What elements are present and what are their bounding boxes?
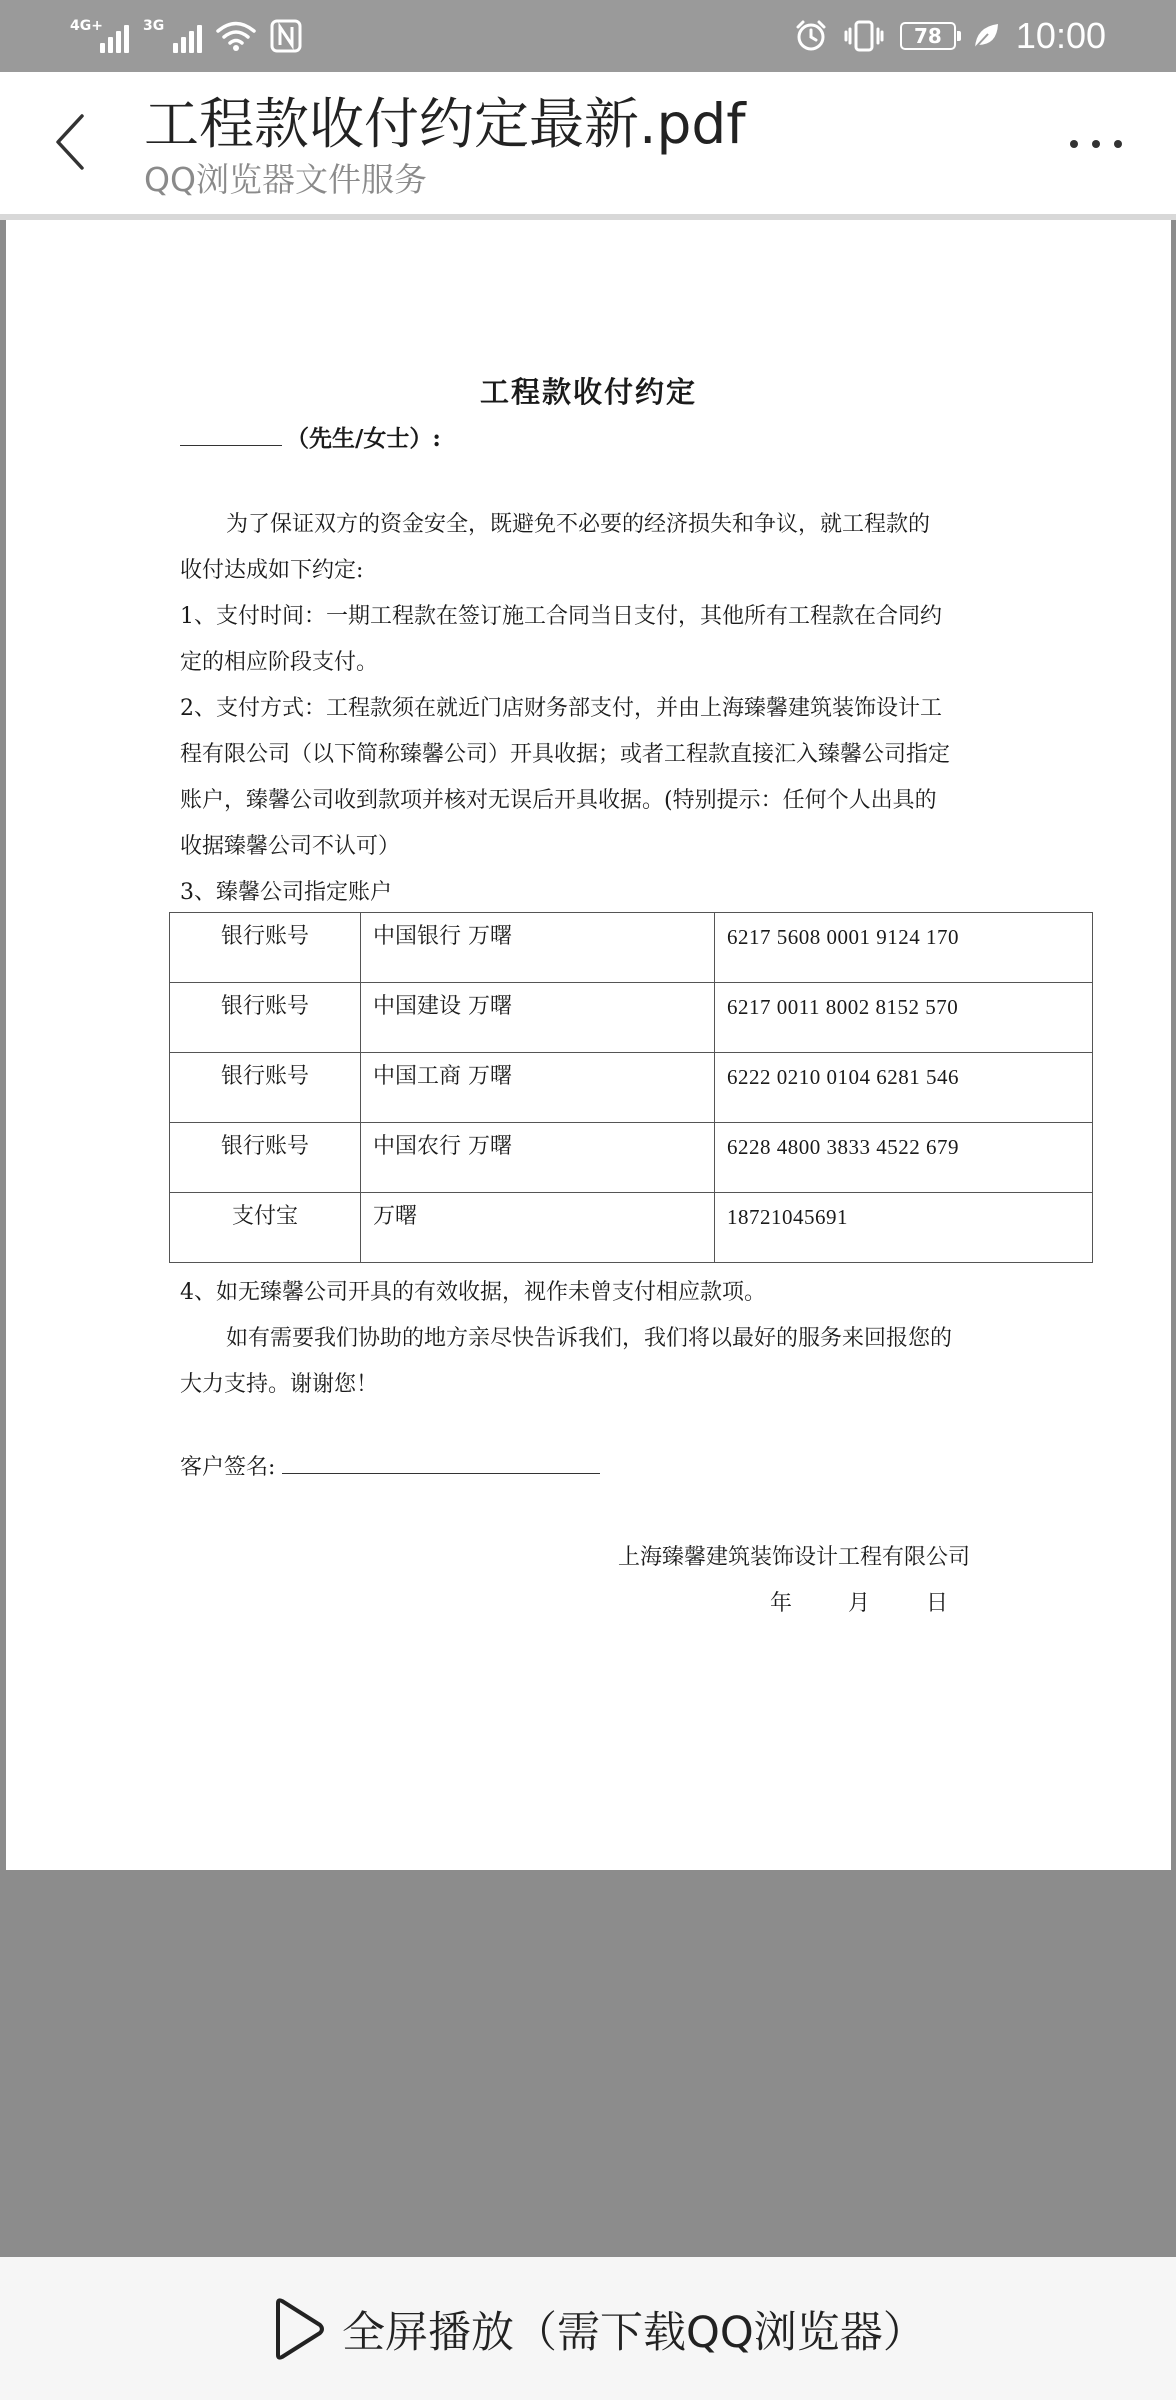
salutation — [180, 420, 441, 453]
nfc-icon — [270, 19, 302, 53]
intro-line-1: 为了保证双方的资金安全，既避免不必要的经济损失和争议，就工程款的 — [226, 512, 931, 537]
account-number: 6217 5608 0001 9124 170 — [715, 913, 1093, 983]
more-dot-icon — [1114, 140, 1122, 148]
date-year: 年 — [770, 1591, 793, 1616]
chevron-left-icon — [52, 112, 88, 172]
account-bank: 中国农行 万曙 — [361, 1123, 715, 1193]
account-number: 6217 0011 8002 8152 570 — [715, 983, 1093, 1053]
account-type: 银行账号 — [170, 913, 361, 983]
intro-line-2: 收付达成如下约定: — [180, 558, 364, 583]
account-type: 支付宝 — [170, 1193, 361, 1263]
more-options-button[interactable] — [1056, 122, 1136, 166]
fullscreen-play-button[interactable] — [270, 2297, 926, 2361]
account-type: 银行账号 — [170, 1053, 361, 1123]
item1-line-2: 定的相应阶段支付。 — [180, 650, 379, 675]
more-dot-icon — [1070, 140, 1078, 148]
document-page[interactable] — [6, 220, 1171, 1870]
table-row — [170, 1193, 1093, 1263]
signature-line — [282, 1453, 600, 1474]
item2-line-2: 程有限公司（以下简称臻馨公司）开具收据；或者工程款直接汇入臻馨公司指定 — [180, 742, 951, 767]
alarm-icon — [794, 19, 828, 53]
account-bank: 中国工商 万曙 — [361, 1053, 715, 1123]
accounts-table — [169, 912, 1093, 1263]
table-row — [170, 983, 1093, 1053]
account-type: 银行账号 — [170, 1123, 361, 1193]
status-right — [794, 14, 1106, 58]
more-dot-icon — [1092, 140, 1100, 148]
status-time: 10:00 — [1015, 15, 1106, 56]
account-type: 银行账号 — [170, 983, 361, 1053]
signal-icon-sim2 — [143, 19, 202, 53]
closing-line-1: 如有需要我们协助的地方亲尽快告诉我们，我们将以最好的服务来回报您的 — [226, 1326, 953, 1351]
table-row — [170, 1053, 1093, 1123]
item2-line-3: 账户，臻馨公司收到款项并核对无误后开具收据。(特别提示：任何个人出具的 — [180, 788, 937, 813]
table-row — [170, 1123, 1093, 1193]
signature-label: 客户签名: — [180, 1455, 276, 1480]
file-subtitle: QQ浏览器文件服务 — [144, 160, 427, 199]
title-bar — [0, 72, 1176, 214]
back-button[interactable] — [40, 102, 100, 182]
item4: 4、如无臻馨公司开具的有效收据，视作未曾支付相应款项。 — [180, 1280, 766, 1305]
item2-line-4: 收据臻馨公司不认可） — [180, 834, 401, 859]
account-number: 18721045691 — [715, 1193, 1093, 1263]
item1-line-1: 1、支付时间：一期工程款在签订施工合同当日支付，其他所有工程款在合同约 — [180, 604, 942, 629]
play-icon — [270, 2297, 326, 2361]
account-bank: 中国银行 万曙 — [361, 913, 715, 983]
document-title: 工程款收付约定 — [479, 375, 697, 409]
bottom-bar — [0, 2257, 1176, 2400]
date-day: 日 — [926, 1591, 949, 1616]
company-name: 上海臻馨建筑装饰设计工程有限公司 — [618, 1545, 971, 1570]
account-bank: 万曙 — [361, 1193, 715, 1263]
date-month: 月 — [848, 1591, 871, 1616]
battery-level: 78 — [913, 24, 942, 48]
signature-field — [180, 1450, 600, 1481]
vibrate-icon — [844, 19, 884, 53]
status-left — [70, 14, 302, 58]
battery-icon — [900, 22, 956, 50]
closing-line-2: 大力支持。谢谢您！ — [180, 1372, 379, 1397]
file-title: 工程款收付约定最新.pdf — [144, 92, 746, 156]
account-bank: 中国建设 万曙 — [361, 983, 715, 1053]
salutation-text: （先生/女士）: — [286, 425, 441, 452]
date-line — [770, 1586, 1004, 1617]
item3-heading: 3、臻馨公司指定账户 — [180, 880, 392, 905]
status-bar — [0, 0, 1176, 72]
sim1-network-label: 4G+ — [70, 18, 103, 34]
signal-icon — [70, 19, 129, 53]
table-row — [170, 913, 1093, 983]
account-number: 6228 4800 3833 4522 679 — [715, 1123, 1093, 1193]
item2-line-1: 2、支付方式：工程款须在就近门店财务部支付，并由上海臻馨建筑装饰设计工 — [180, 696, 942, 721]
wifi-icon — [216, 20, 256, 52]
account-number: 6222 0210 0104 6281 546 — [715, 1053, 1093, 1123]
leaf-icon — [972, 21, 1000, 51]
sim2-network-label: 3G — [143, 18, 165, 34]
name-blank — [180, 427, 282, 446]
fullscreen-play-label: 全屏播放（需下载QQ浏览器） — [342, 2307, 926, 2358]
